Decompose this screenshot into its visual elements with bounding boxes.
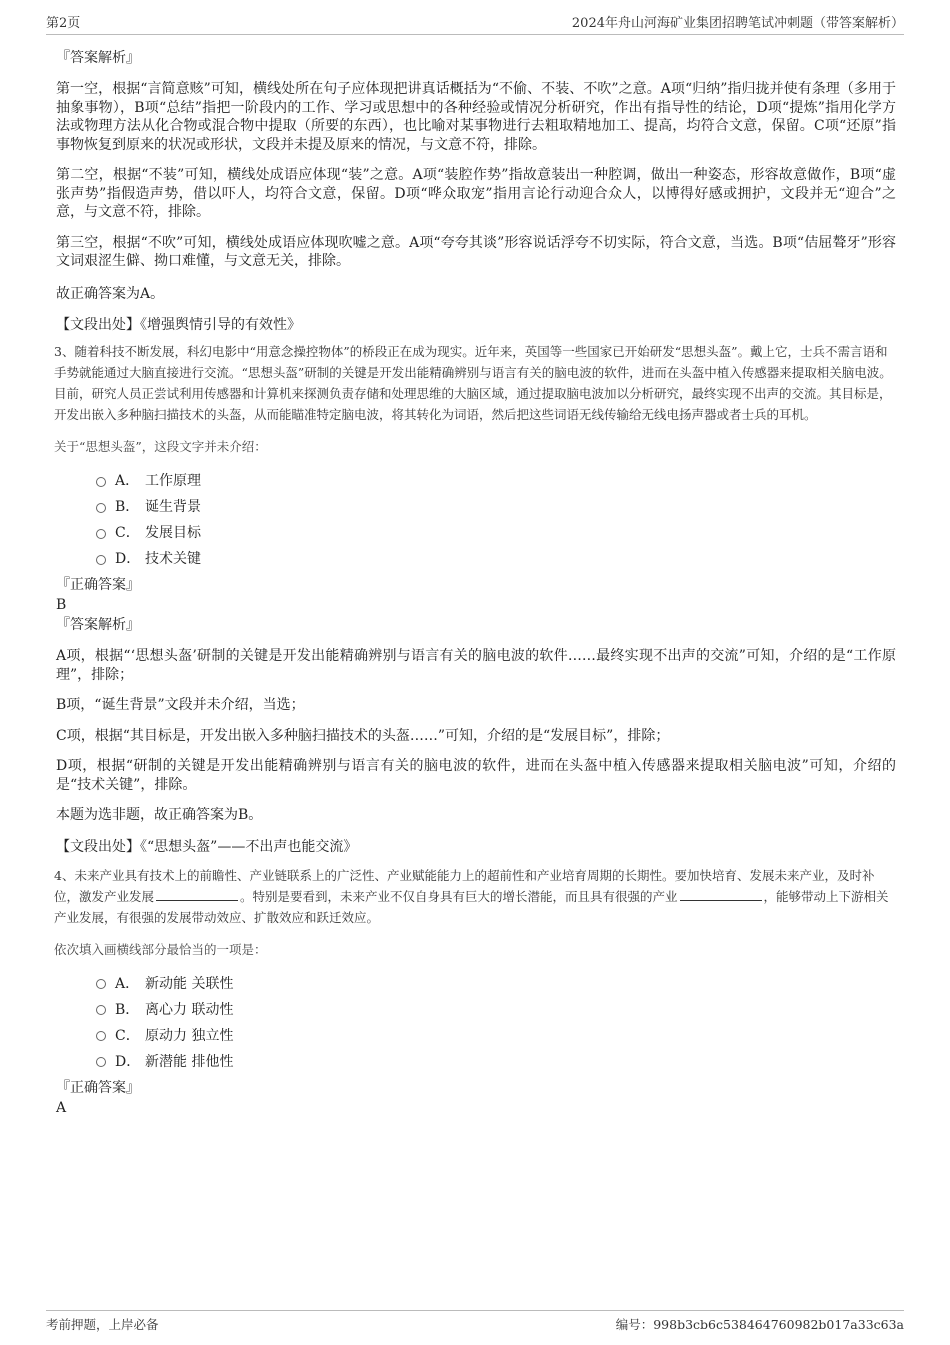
radio-icon[interactable] xyxy=(96,979,106,989)
q3-option-a[interactable]: A． 工作原理 xyxy=(56,467,896,493)
q3-answer: B xyxy=(56,597,67,613)
q3-analysis-para-2: B项，“诞生背景”文段并未介绍，当选； xyxy=(56,697,305,713)
page-number: 第2页 xyxy=(46,16,81,31)
q4-option-c[interactable]: C． 原动力 独立性 xyxy=(56,1022,896,1048)
q3-analysis-para-4: D项，根据“研制的关键是开发出能精确辨别与语言有关的脑电波的软件，进而在头盔中植入传感器来提取相关脑电波”可知，介绍的是“技术关键”，排除。 xyxy=(56,758,896,793)
q2-analysis-para-3: 第三空，根据“不吹”可知，横线处成语应体现吹嘘之意。A项“夸夸其谈”形容说话浮夸不切实际，符合文意，当选。B项“佶屈聱牙”形容文词艰涩生僻、拗口难懂，与文意无关，排除。 xyxy=(56,234,896,269)
q2-analysis-para-1: 第一空，根据“言简意赅”可知，横线处所在句子应体现把讲真话概括为“不偷、不装、不吹”之意。A项“归纳”指归拢并使有条理（多用于抽象事物），B项“总结”指把一阶段内的工作、学习或思想中的各种经验或情况分析研究，作出有指导性的结论，D项“提炼”指用化学方法或物理方法从化合物或混合物中提取（所要的东西），也比喻对某事物进行去粗取精地加工、提高，均符合文意，保留。C项“还原”指事物恢复到原来的状况或形状，文段并未提及原来的情况，与文意不符，排除。 xyxy=(56,81,896,153)
q4-options xyxy=(56,970,896,1074)
q4-prompt: 依次填入画横线部分最恰当的一项是： xyxy=(54,941,267,957)
q3-source: 【文段出处】《“思想头盔”——不出声也能交流》 xyxy=(56,838,358,855)
radio-icon[interactable] xyxy=(96,503,106,513)
answer-blank-1 xyxy=(156,888,238,901)
q4-answer: A xyxy=(56,1099,67,1116)
q3-option-d[interactable]: D． 技术关键 xyxy=(56,545,896,571)
radio-icon[interactable] xyxy=(96,1057,106,1067)
radio-icon[interactable] xyxy=(96,555,106,565)
q2-analysis-para-2: 第二空，根据“不装”可知，横线处成语应体现“装”之意。A项“装腔作势”指故意装出一种腔调，做出一种姿态，形容故意做作，B项“虚张声势”指假造声势，借以吓人，均符合文意，保留。D项“哗众取宠”指用言论行动迎合众人，以博得好感或拥护，文段并无“迎合”之意，与文意不符，排除。 xyxy=(56,167,896,220)
radio-icon[interactable] xyxy=(96,1005,106,1015)
q3-options xyxy=(56,467,896,571)
q3-question: 3、随着科技不断发展，科幻电影中“用意念操控物体”的桥段正在成为现实。近年来，英国等一些国家已开始研发“思想头盔”。戴上它，士兵不需言语和手势就能通过大脑直接进行交流。“思想头盔”研制的关键是开发出能精确辨别与语言有关的脑电波的软件，进而在头盔中植入传感器来提取相关脑电波。目前，研究人员正尝试利用传感器和计算机来探测负责存储和处理思维的大脑区域，通过提取脑电波加以分析研究，最终实现不出声的交流。其目标是，开发出嵌入多种脑扫描技术的头盔，从而能瞄准特定脑电波，将其转化为词语，然后把这些词语无线传输给无线电扬声器或者士兵的耳机。 xyxy=(54,344,892,422)
q3-option-c[interactable]: C． 发展目标 xyxy=(56,519,896,545)
q4-answer-tag: 『正确答案』 xyxy=(56,1079,140,1096)
radio-icon[interactable] xyxy=(96,1031,106,1041)
q2-analysis-tag: 『答案解析』 xyxy=(56,50,140,66)
q3-prompt: 关于“思想头盔”，这段文字并未介绍： xyxy=(54,439,267,454)
answer-blank-2 xyxy=(680,888,762,901)
q4-option-d[interactable]: D． 新潜能 排他性 xyxy=(56,1048,896,1074)
page-header xyxy=(46,12,904,35)
q4-question: 4、未来产业具有技术上的前瞻性、产业链联系上的广泛性、产业赋能能力上的超前性和产业培育周期的长期性。要加快培育、发展未来产业，及时补位，激发产业发展 。特别是要看到，未来产业不仅自身具有巨大的增长潜能，而且具有很强的产业 ，能够带动上下游相关产业发展，有很强的发展带动效应、扩散效应和跃迁效应。 xyxy=(54,867,889,925)
document-title: 2024年舟山河海矿业集团招聘笔试冲刺题（带答案解析） xyxy=(571,16,904,31)
page-footer xyxy=(46,1310,904,1339)
radio-icon[interactable] xyxy=(96,529,106,539)
q3-conclusion: 本题为选非题，故正确答案为B。 xyxy=(56,807,263,823)
q3-analysis-tag: 『答案解析』 xyxy=(56,617,140,633)
page-content xyxy=(56,46,896,1118)
document-code: 编号：998b3cb6c538464760982b017a33c63a xyxy=(615,1317,904,1332)
q2-conclusion: 故正确答案为A。 xyxy=(56,285,165,302)
q3-analysis-para-3: C项，根据“其目标是，开发出嵌入多种脑扫描技术的头盔……”可知，介绍的是“发展目标”，排除； xyxy=(56,727,670,744)
q4-option-b[interactable]: B． 离心力 联动性 xyxy=(56,996,896,1022)
q2-source: 【文段出处】《增强舆情引导的有效性》 xyxy=(56,317,301,333)
q3-option-b[interactable]: B． 诞生背景 xyxy=(56,493,896,519)
q4-option-a[interactable]: A． 新动能 关联性 xyxy=(56,970,896,996)
q3-answer-tag: 『正确答案』 xyxy=(56,577,140,593)
radio-icon[interactable] xyxy=(96,477,106,487)
footer-slogan: 考前押题，上岸必备 xyxy=(46,1317,159,1332)
q3-analysis-para-1: A项，根据“‘思想头盔’研制的关键是开发出能精确辨别与语言有关的脑电波的软件……最终实现不出声的交流”可知，介绍的是“工作原理”，排除； xyxy=(56,648,896,683)
